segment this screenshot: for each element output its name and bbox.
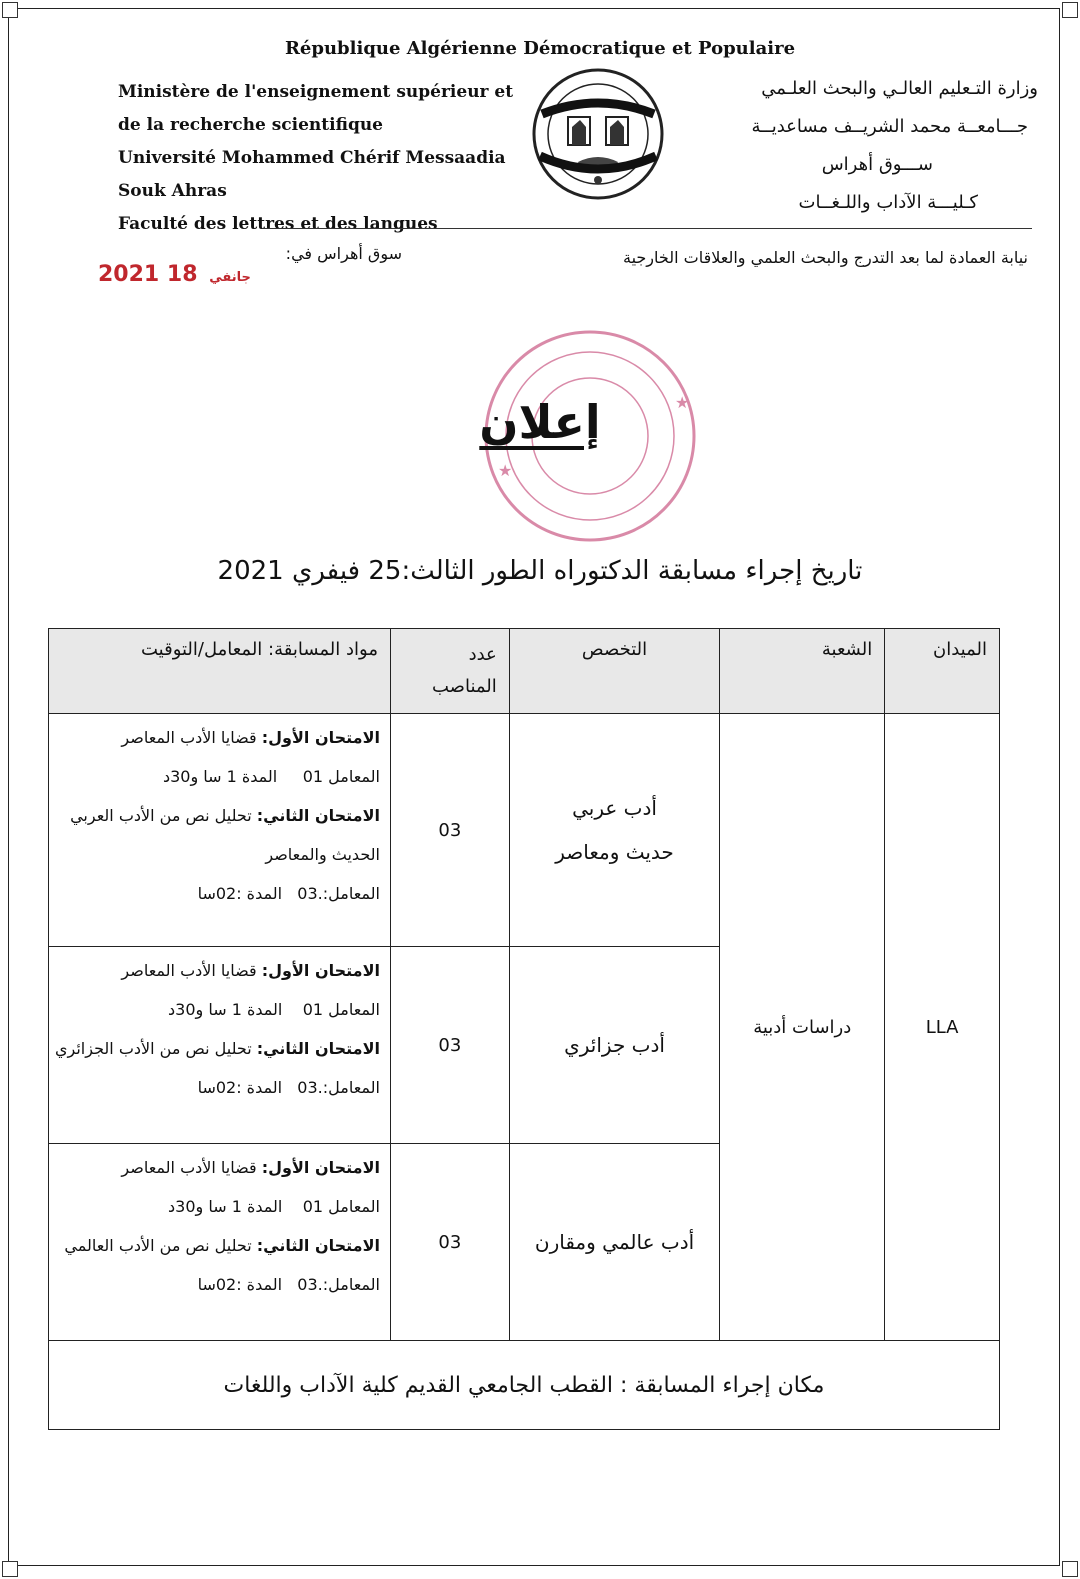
fr-line: Souk Ahras [118,181,227,201]
exam1-label: الامتحان الأول: [261,1158,380,1177]
subjects-cell [49,714,391,947]
french-header [118,76,513,241]
specialty-text: أدب عربي حديث ومعاصر [555,796,674,864]
fr-line: Ministère de l'enseignement supérieur et [118,82,514,102]
svg-text:★: ★ [498,461,513,480]
exam2-coef: المعامل:.03 المدة :02سا [197,1078,380,1097]
stamp-year: 2021 [98,262,160,287]
exam2-label: الامتحان الثاني: [256,1236,380,1255]
exam2-label: الامتحان الثاني: [256,806,380,825]
republic-title: République Algérienne Démocratique et Populaire [284,38,796,59]
exam1-text: قضايا الأدب المعاصر [121,1158,262,1177]
stamp-month: جانفي [209,270,251,285]
specialty-cell: أدب عالمي ومقارن [509,1144,719,1341]
header-branch: الشعبة [720,629,885,714]
exam1-label: الامتحان الأول: [261,728,380,747]
exam1-coef: المعامل 01 المدة 1 سا و30د [168,1197,380,1216]
fr-line: Université Mohammed Chérif Messaadia [118,148,506,168]
svg-text:★: ★ [675,393,690,412]
exam2-label: الامتحان الثاني: [256,1039,380,1058]
subjects-cell [49,1144,391,1341]
exam2-coef: المعامل:.03 المدة :02سا [197,1275,380,1294]
posts-cell: 03 [390,947,509,1144]
subjects-cell [49,947,391,1144]
exam1-text: قضايا الأدب المعاصر [121,728,262,747]
exam1-coef: المعامل 01 المدة 1 سا و30د [162,767,380,786]
exam-date: تاريخ إجراء مسابقة الدكتوراه الطور الثالث:25 فيفري 2021 [217,556,863,586]
fr-line: de la recherche scientifique [118,115,384,135]
arabic-header [752,70,1038,222]
header-posts: عدد المناصب [390,629,509,714]
ar-line: كـليـــة الآداب واللـغــات [798,192,978,213]
header-divider [262,228,1032,229]
exam2-text: تحليل نص من الأدب الجزائري [55,1039,257,1058]
corner-mark [1062,1561,1078,1577]
corner-mark [1062,2,1078,18]
exam2-coef: المعامل:.03 المدة :02سا [197,884,380,903]
header-specialty: التخصص [509,629,719,714]
date-stamp [98,262,255,287]
specialty-cell [509,714,719,947]
table-footer-row [49,1341,1000,1430]
exam2-text: تحليل نص من الأدب العربي [70,806,257,825]
exam2-cont: الحديث والمعاصر [265,845,380,864]
competition-location: مكان إجراء المسابقة : القطب الجامعي القديم كلية الآداب واللغات [49,1341,1000,1430]
table-header-row [49,629,1000,714]
place-label: سوق أهراس في: [285,244,402,263]
posts-cell: 03 [390,714,509,947]
exam1-text: قضايا الأدب المعاصر [121,961,262,980]
ar-line: وزارة التـعليم العالـي والبحث العلـمي [761,78,1038,99]
corner-mark [2,2,18,18]
exam1-coef: المعامل 01 المدة 1 سا و30د [168,1000,380,1019]
header-subjects: مواد المسابقة: المعامل/التوقيت [49,629,391,714]
branch-cell: دراسات أدبية [720,714,885,1341]
corner-mark [2,1561,18,1577]
university-logo-icon [528,62,668,222]
field-cell: LLA [885,714,1000,1341]
header-field: الميدان [885,629,1000,714]
competition-table [48,628,1000,1430]
department-name: نيابة العمادة لما بعد التدرج والبحث العلمي والعلاقات الخارجية [623,248,1028,267]
specialty-cell: أدب جزائري [509,947,719,1144]
exam1-label: الامتحان الأول: [261,961,380,980]
exam2-text: تحليل نص من الأدب العالمي [64,1236,257,1255]
posts-cell: 03 [390,1144,509,1341]
fr-line: Faculté des lettres et des langues [118,214,438,234]
announcement-title: إعلان [479,395,601,449]
stamp-day: 18 [166,262,198,287]
ar-line: ســـوق أهراس [821,154,933,175]
table-row [49,714,1000,947]
ar-line: جـــامعــة محمد الشريــف مساعديــة [751,116,1028,137]
